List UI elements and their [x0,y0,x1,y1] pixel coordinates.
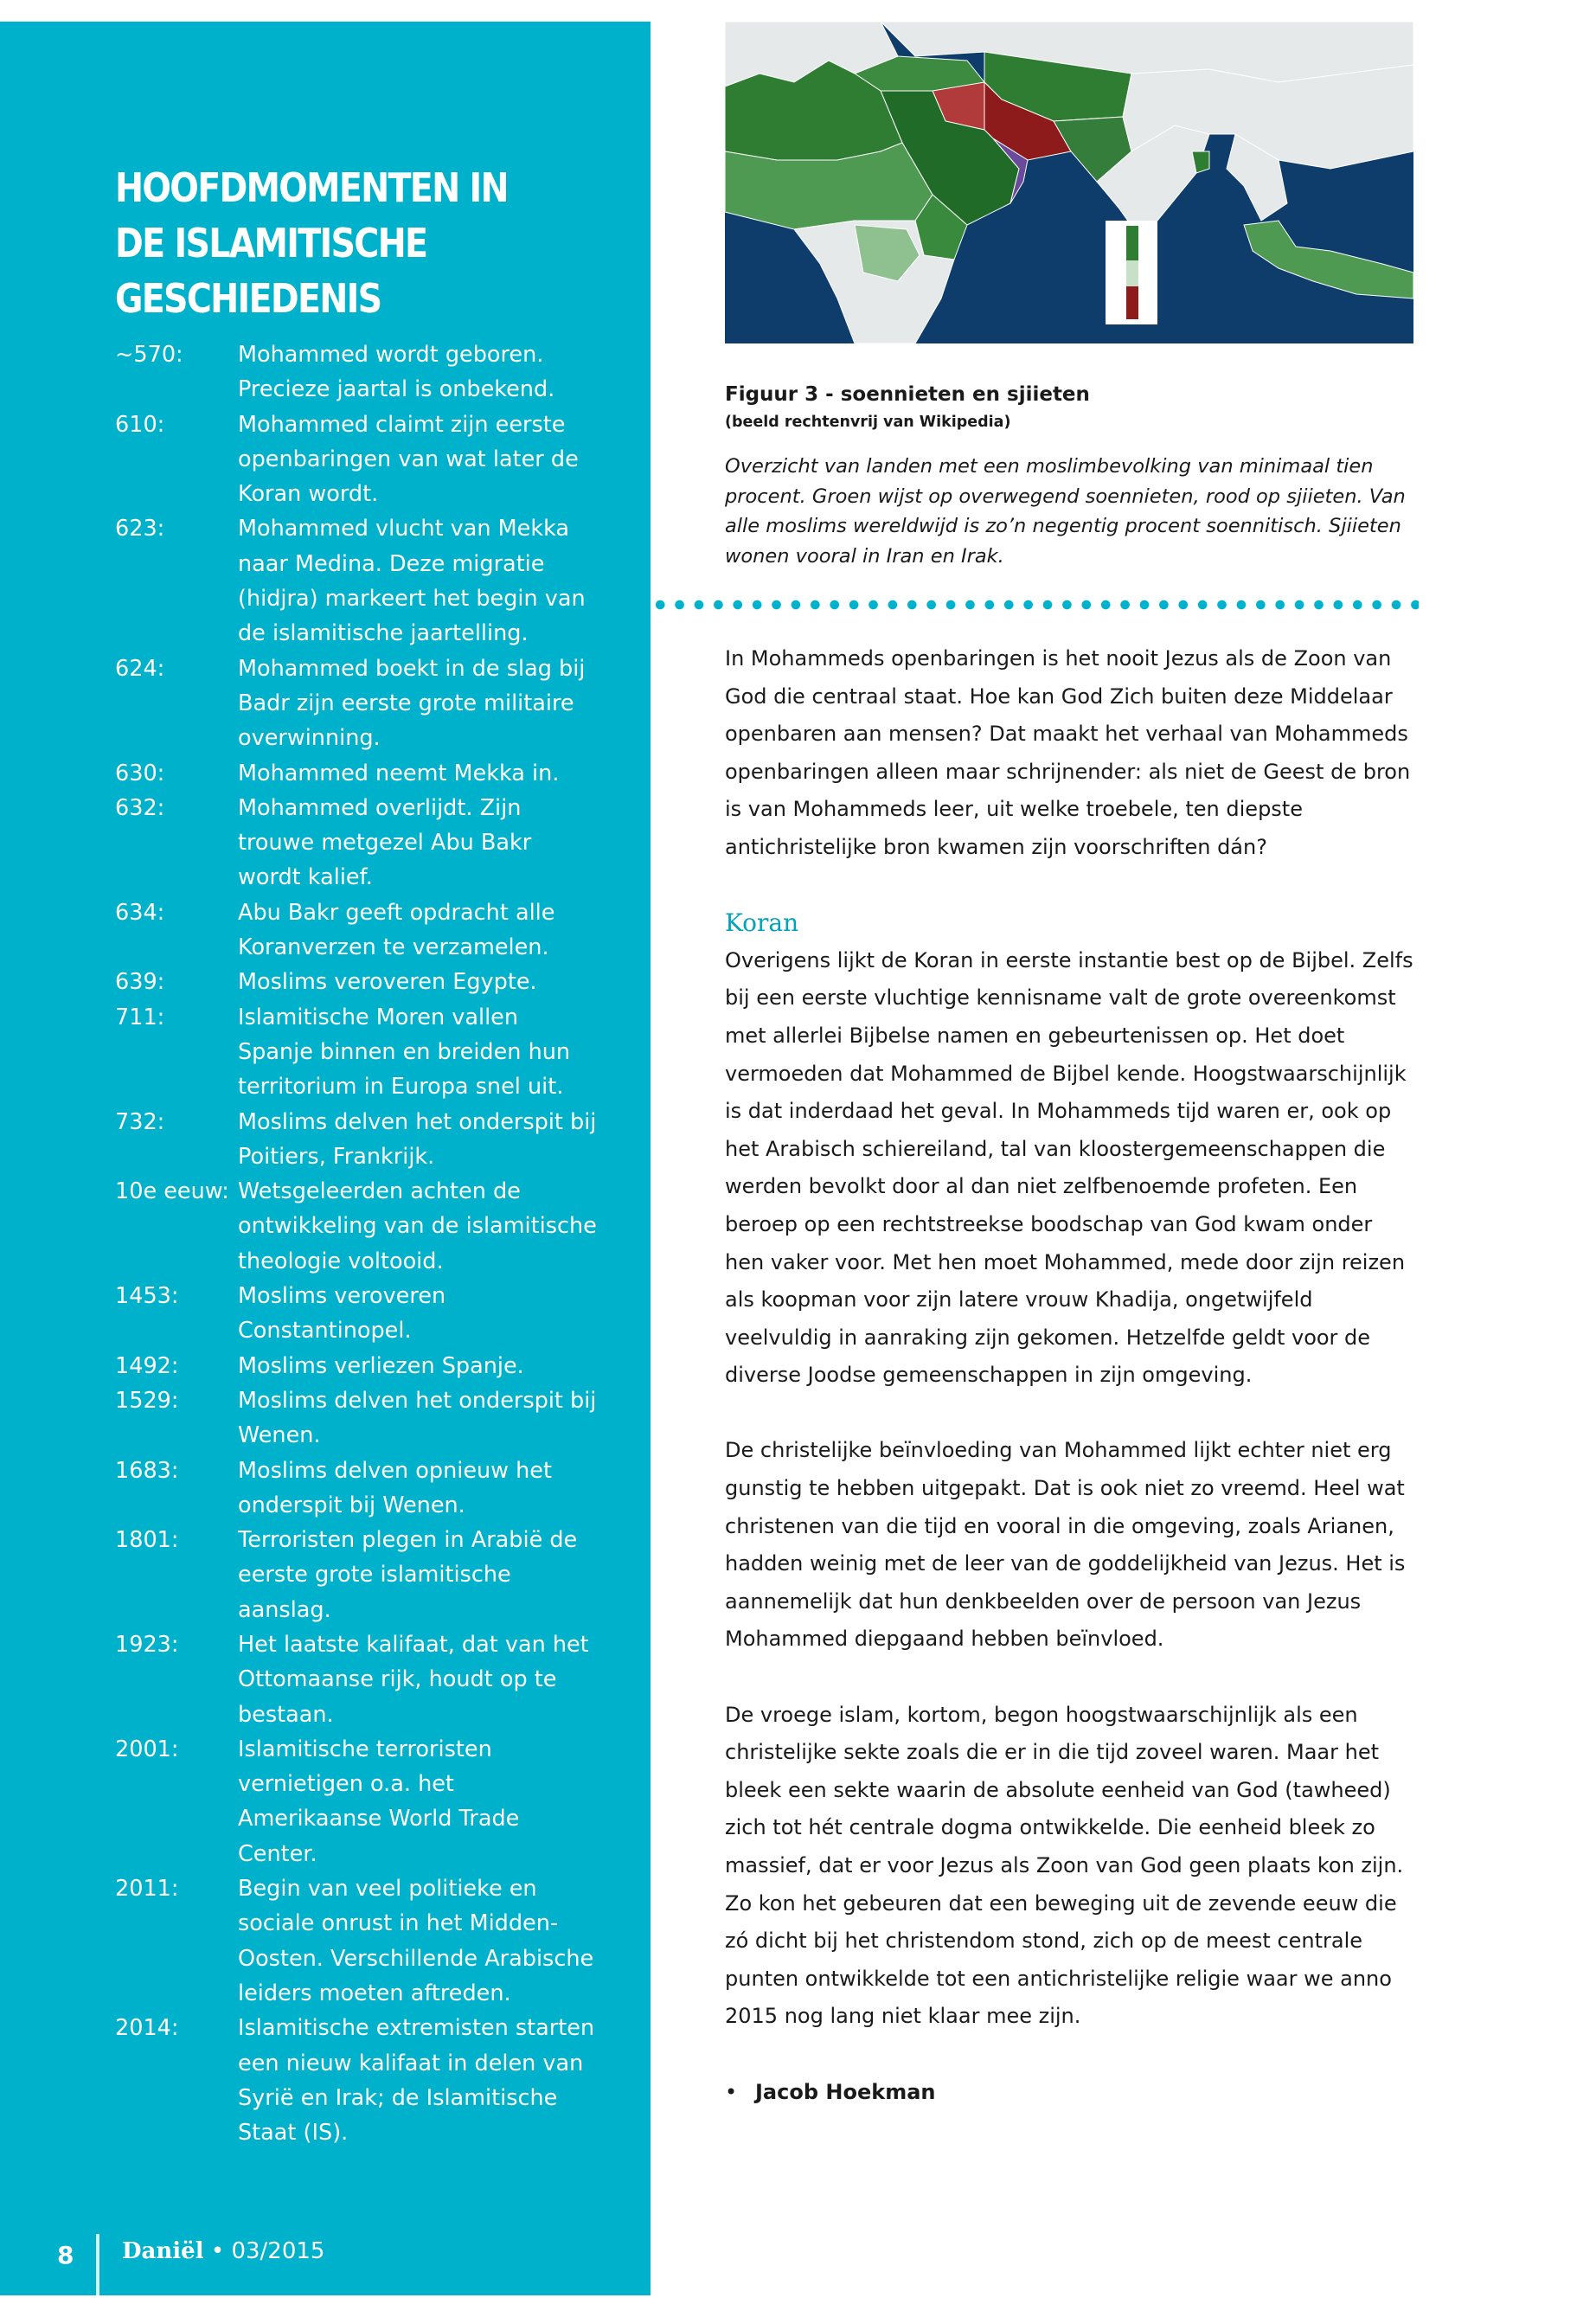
page-number: 8 [57,2241,74,2269]
timeline-year: 610: [115,411,165,438]
timeline-year: 1453: [115,1283,179,1310]
timeline-entry [115,1383,599,1454]
timeline-text: Moslims delven het onderspit bij Poitiers, Frankrijk. [238,1108,597,1170]
dotted-divider [651,599,1419,611]
muslim-population-map [725,22,1413,343]
timeline-year: 632: [115,794,165,821]
footer-divider [96,2234,99,2317]
timeline-year: 2014: [115,2015,179,2042]
timeline-year: 624: [115,655,165,682]
timeline-text: Islamitische terroristen vernietigen o.a. het Amerikaanse World Trade Center. [238,1736,520,1867]
timeline-entry [115,1000,599,1105]
bullet-icon: • [725,2079,738,2104]
timeline-list [115,337,599,2150]
map-legend-mixed [1126,260,1138,286]
timeline-year: 732: [115,1108,165,1135]
article-body [725,640,1417,2111]
timeline-year: ~570: [115,342,183,368]
timeline-text: Mohammed claimt zijn eerste openbaringen van wat later de Koran wordt. [238,411,579,508]
timeline-entry [115,2011,599,2150]
timeline-entry [115,1523,599,1627]
timeline-entry [115,1732,599,1871]
article-paragraph: Overigens lijkt de Koran in eerste instantie best op de Bijbel. Zelfs bij een eerste vluchtige kennisname valt de grote overeenkomst met allerlei Bijbelse namen en gebeurtenissen op. Het doet vermoeden dat Mohammed de Bijbel kende. Hoogstwaarschijnlijk is dat inderdaad het geval. In Mohammeds tijd waren er, ook op het Arabisch schiereiland, tal van kloostergemeenschappen die werden bevolkt door al dan niet zelfbenoemde profeten. Een beroep op een rechtstreekse boodschap van God kwam onder hen vaker voor. Met hen moet Mohammed, mede door zijn reizen als koopman voor zijn latere vrouw Khadija, ongetwijfeld veelvuldig in aanraking zijn gekomen. Hetzelfde geldt voor de diverse Joodse gemeenschappen in zijn omgeving. [725,947,1413,1388]
timeline-year: 634: [115,899,165,926]
timeline-text: Mohammed overlijdt. Zijn trouwe metgezel Abu Bakr wordt kalief. [238,794,532,891]
timeline-text: Mohammed wordt geboren. Precieze jaartal is onbekend. [238,342,555,403]
timeline-year: 630: [115,760,165,786]
issue-number: • 03/2015 [203,2238,325,2264]
timeline-entry [115,756,599,791]
page-footer [0,2215,651,2317]
timeline-entry [115,1105,599,1175]
timeline-entry [115,1454,599,1524]
article-intro: In Mohammeds openbaringen is het nooit Jezus als de Zoon van God die centraal staat. Hoe kan God Zich buiten deze Middelaar openbaren aan mensen? Dat maakt het verhaal van Mohammeds openbaringen alleen maar schrijnender: als niet de Geest de bron is van Mohammeds leer, uit welke troebele, ten diepste antichristelijke bron kwamen zijn voorschriften dán? [725,646,1411,859]
figure-caption: Overzicht van landen met een moslimbevolking van minimaal tien procent. Groen wijst op overwegend soennieten, rood op sjiieten. Van alle moslims wereldwijd is zo’n negentig procent soennitisch. Sjiieten wonen vooral in Iran en Irak. [725,455,1406,568]
timeline-entry [115,1349,599,1383]
article-paragraph: De christelijke beïnvloeding van Mohammed lijkt echter niet erg gunstig te hebben uitgepakt. Dat is ook niet zo vreemd. Heel wat christenen van die tijd en vooral in die omgeving, zoals Arianen, hadden weinig met de leer van de goddelijkheid van Jezus. Het is aannemelijk dat hun denkbeelden over de persoon van Jezus Mohammed diepgaand hebben beïnvloed. [725,1438,1406,1652]
timeline-year: 1492: [115,1352,179,1379]
section-heading: Koran [725,908,799,938]
timeline-text: Moslims veroveren Egypte. [238,969,537,996]
timeline-year: 1923: [115,1631,179,1658]
timeline-entry [115,1174,599,1279]
timeline-entry [115,1627,599,1732]
timeline-text: Islamitische extremisten starten een nieuw kalifaat in delen van Syrië en Irak; de Islamitische Staat (IS). [238,2015,595,2147]
timeline-year: 639: [115,969,165,996]
timeline-entry [115,511,599,651]
timeline-text: Moslims veroveren Constantinopel. [238,1283,446,1345]
timeline-text: Moslims delven het onderspit bij Wenen. [238,1387,597,1449]
author-line [725,2074,1417,2112]
figure-title: Figuur 3 - soennieten en sjiieten [725,383,1090,406]
magazine-issue [122,2238,324,2264]
timeline-text: Het laatste kalifaat, dat van het Ottomaanse rijk, houdt op te bestaan. [238,1631,589,1728]
article-paragraph: De vroege islam, kortom, begon hoogstwaarschijnlijk als een christelijke sekte zoals die er in die tijd zoveel waren. Maar het bleek een sekte waarin de absolute eenheid van God (tawheed) zich tot hét centrale dogma ontwikkelde. Die eenheid bleek zo massief, dat er voor Jezus als Zoon van God geen plaats kon zijn. Zo kon het gebeuren dat een beweging uit de zevende eeuw die zó dicht bij het christendom stond, zich op de meest centrale punten ontwikkelde tot een antichristelijke religie waar we anno 2015 nog lang niet klaar mee zijn. [725,1702,1404,2029]
timeline-entry [115,791,599,895]
timeline-entry [115,1279,599,1349]
timeline-text: Moslims verliezen Spanje. [238,1352,524,1379]
timeline-year: 1529: [115,1387,179,1414]
map-graphic [725,22,1413,343]
timeline-text: Mohammed neemt Mekka in. [238,760,560,786]
map-legend-shia [1126,286,1138,319]
timeline-text: Islamitische Moren vallen Spanje binnen en breiden hun territorium in Europa snel uit. [238,1004,571,1101]
timeline-year: 711: [115,1004,165,1030]
sidebar-title: HOOFDMOMENTEN IN DE ISLAMITISCHE GESCHIEDENIS [115,164,508,322]
timeline-text: Terroristen plegen in Arabië de eerste grote islamitische aanslag. [238,1527,578,1623]
timeline-entry [115,1871,599,2011]
map-legend-sunni [1126,226,1138,260]
timeline-text: Abu Bakr geeft opdracht alle Koranverzen te verzamelen. [238,899,555,961]
timeline-entry [115,965,599,999]
timeline-entry [115,337,599,408]
author-name: Jacob Hoekman [755,2079,936,2104]
magazine-name: Daniël [122,2238,204,2264]
timeline-text: Wetsgeleerden achten de ontwikkeling van de islamitische theologie voltooid. [238,1178,597,1274]
timeline-text: Mohammed vlucht van Mekka naar Medina. Deze migratie (hidjra) markeert het begin van de islamitische jaartelling. [238,516,586,647]
timeline-year: 1683: [115,1457,179,1484]
timeline-year: 623: [115,516,165,542]
timeline-entry [115,651,599,756]
timeline-year: 2001: [115,1736,179,1762]
timeline-year: 10e eeuw: [115,1178,229,1205]
timeline-text: Mohammed boekt in de slag bij Badr zijn eerste grote militaire overwinning. [238,655,586,752]
timeline-entry [115,408,599,512]
figure-credit: (beeld rechtenvrij van Wikipedia) [725,414,1011,431]
timeline-year: 1801: [115,1527,179,1554]
timeline-sidebar [0,22,651,2295]
timeline-text: Moslims delven opnieuw het onderspit bij Wenen. [238,1457,552,1518]
timeline-year: 2011: [115,1876,179,1903]
timeline-text: Begin van veel politieke en sociale onrust in het Midden-Oosten. Verschillende Arabische leiders moeten aftreden. [238,1876,594,2006]
timeline-entry [115,895,599,966]
